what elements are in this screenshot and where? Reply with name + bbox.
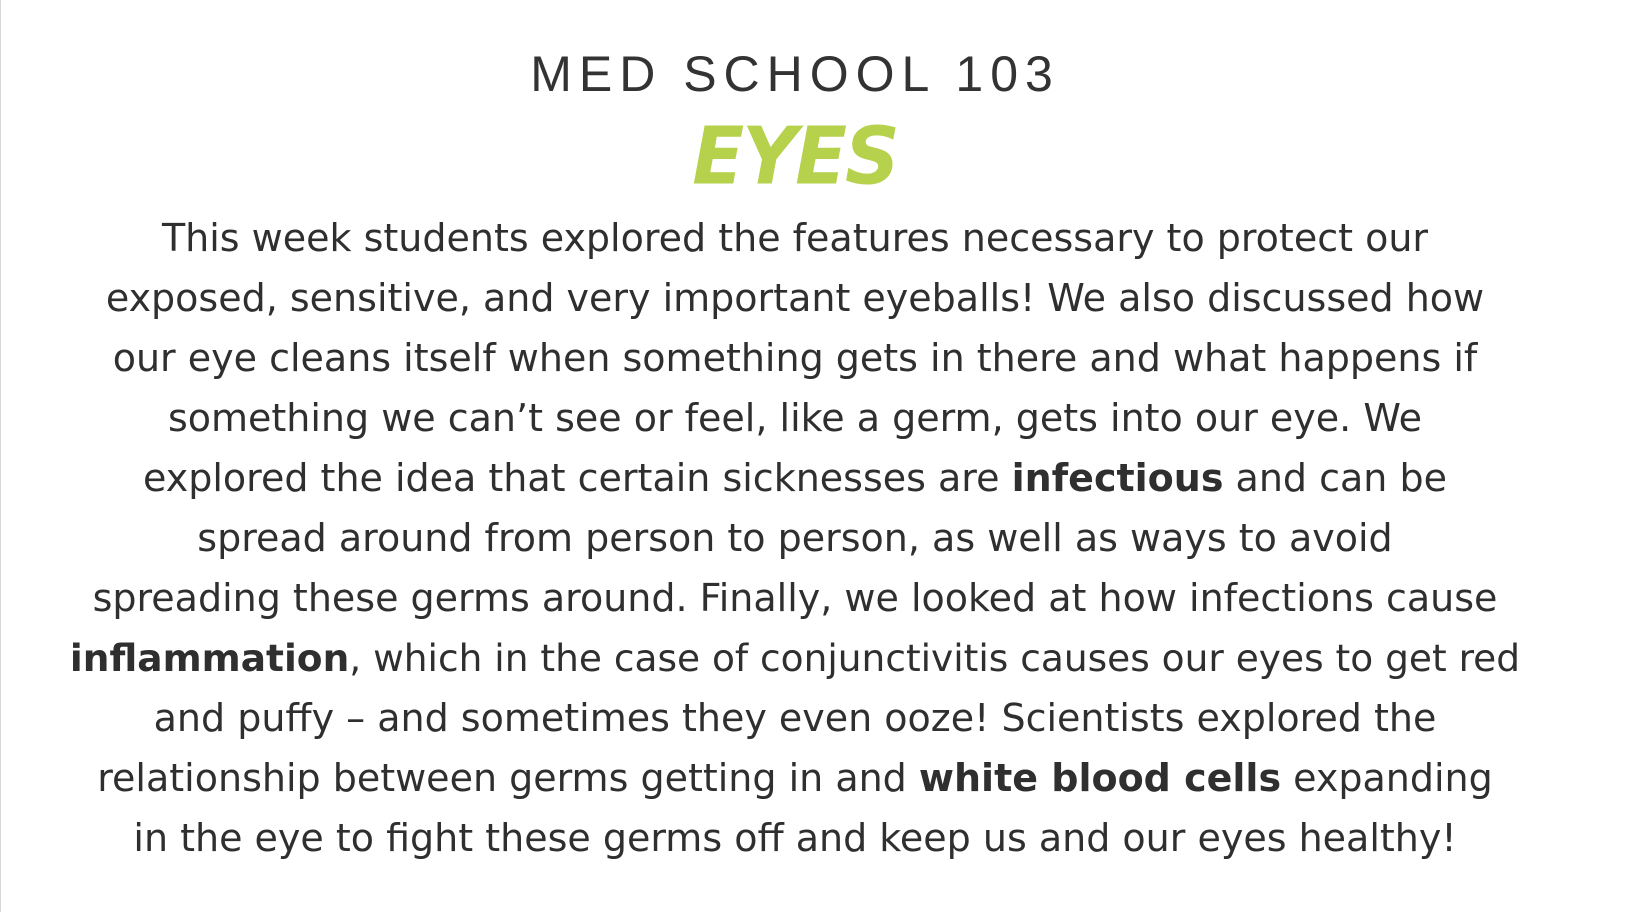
text-segment: our eye cleans itself when something gets in there and what happens if xyxy=(112,336,1478,380)
text-segment: exposed, sensitive, and very important eyeballs! We also discussed how xyxy=(105,276,1485,320)
topic-title: EYES xyxy=(692,108,898,203)
paragraph-line xyxy=(61,448,1529,508)
text-segment: relationship between germs getting in and xyxy=(97,756,919,800)
paragraph-line xyxy=(61,268,1529,328)
text-segment: something we can’t see or feel, like a germ, gets into our eye. We xyxy=(167,396,1423,440)
bold-term: inflammation xyxy=(69,636,350,680)
paragraph-line xyxy=(61,508,1529,568)
text-segment: , which in the case of conjunctivitis causes our eyes to get red xyxy=(349,636,1521,680)
paragraph-line xyxy=(61,388,1529,448)
body-paragraph xyxy=(61,208,1529,868)
text-segment: This week students explored the features necessary to protect our xyxy=(161,216,1429,260)
paragraph-line xyxy=(61,748,1529,808)
paragraph-line xyxy=(61,568,1529,628)
paragraph-line xyxy=(61,808,1529,868)
text-segment: spread around from person to person, as well as ways to avoid xyxy=(197,516,1393,560)
bold-term: white blood cells xyxy=(918,756,1282,800)
paragraph-line xyxy=(61,328,1529,388)
text-segment: spreading these germs around. Finally, we looked at how infections cause xyxy=(92,576,1498,620)
paragraph-line xyxy=(61,688,1529,748)
text-segment: and can be xyxy=(1223,456,1447,500)
course-title: MED SCHOOL 103 xyxy=(530,46,1060,102)
text-segment: explored the idea that certain sicknesses are xyxy=(143,456,1012,500)
text-segment: in the eye to fight these germs off and keep us and our eyes healthy! xyxy=(133,816,1457,860)
paragraph-line xyxy=(61,208,1529,268)
text-segment: expanding xyxy=(1281,756,1493,800)
paragraph-line xyxy=(61,628,1529,688)
bold-term: infectious xyxy=(1011,456,1224,500)
text-segment: and puffy – and sometimes they even ooze! Scientists explored the xyxy=(153,696,1437,740)
